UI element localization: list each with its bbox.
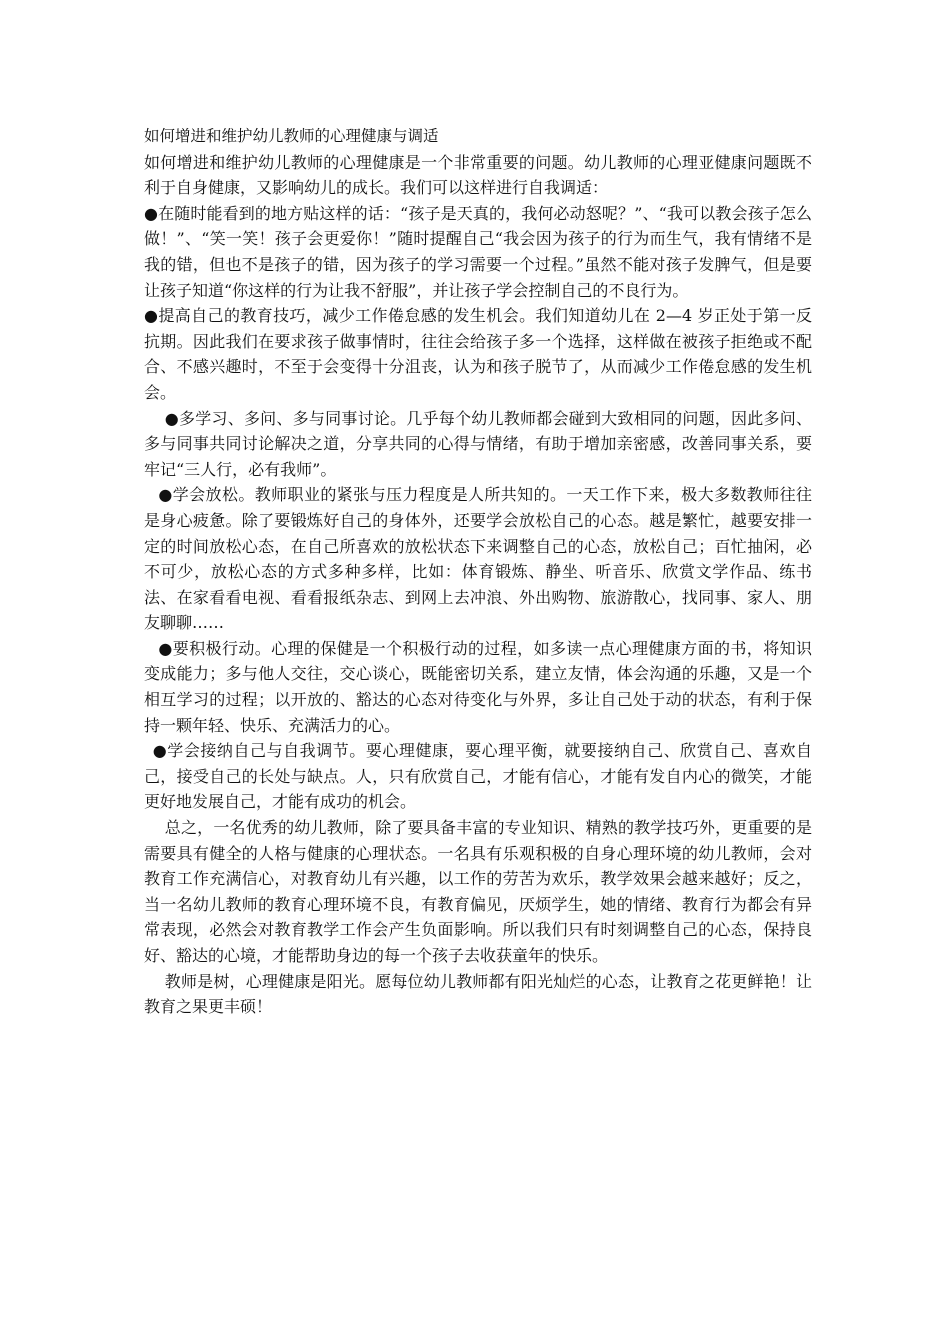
summary-paragraph: 总之，一名优秀的幼儿教师，除了要具备丰富的专业知识、精熟的教学技巧外，更重要的是需要具有健全的人格与健康的心理状态。一名具有乐观积极的自身心理环境的幼儿教师，会对教育工作充满信心，对教育幼儿有兴趣，以工作的劳苦为欢乐，教学效果会越来越好；反之，当一名幼儿教师的教育心理环境不良，有教育偏见，厌烦学生，她的情绪、教育行为都会有异常表现，必然会对教育教学工作会产生负面影响。所以我们只有时刻调整自己的心态，保持良好、豁达的心境，才能帮助身边的每一个孩子去收获童年的快乐。 (144, 818, 812, 965)
bullet-paragraph-learning: ●多学习、多问、多与同事讨论。几乎每个幼儿教师都会碰到大致相同的问题，因此多问、多与同事共同讨论解决之道，分享共同的心得与情绪，有助于增加亲密感，改善同事关系，要牢记“三人行，必有我师”。 (144, 408, 812, 479)
closing-paragraph: 教师是树，心理健康是阳光。愿每位幼儿教师都有阳光灿烂的心态，让教育之花更鲜艳！让教育之果更丰硕！ (144, 971, 812, 1017)
bullet-paragraph-relax: ●学会放松。教师职业的紧张与压力程度是人所共知的。一天工作下来，极大多数教师往往是身心疲惫。除了要锻炼好自己的身体外，还要学会放松自己的心态。越是繁忙，越要安排一定的时间放松心态，在自己所喜欢的放松状态下来调整自己的心态，放松自己；百忙抽闲，必不可少，放松心态的方式多种多样，比如：体育锻炼、静坐、听音乐、欣赏文学作品、练书法、在家看看电视、看看报纸杂志、到网上去冲浪、外出购物、旅游散心，找同事、家人、朋友聊聊…… (144, 485, 812, 633)
bullet-paragraph-reminders: ●在随时能看到的地方贴这样的话：“孩子是天真的，我何必动怒呢？”、“我可以教会孩子怎么做！”、“笑一笑！孩子会更爱你！”随时提醒自己“我会因为孩子的行为而生气，我有情绪不是我的错，但也不是孩子的错，因为孩子的学习需要一个过程。”虽然不能对孩子发脾气，但是要让孩子知道“你这样的行为让我不舒服”，并让孩子学会控制自己的不良行为。 (144, 203, 812, 300)
document-body (144, 124, 812, 1020)
bullet-paragraph-action: ●要积极行动。心理的保健是一个积极行动的过程，如多读一点心理健康方面的书，将知识变成能力；多与他人交往，交心谈心，既能密切关系，建立友情，体会沟通的乐趣，又是一个相互学习的过程；以开放的、豁达的心态对待变化与外界，多让自己处于动的状态，有利于保持一颗年轻、快乐、充满活力的心。 (144, 638, 812, 735)
document-title: 如何增进和维护幼儿教师的心理健康与调适 (144, 127, 439, 145)
intro-paragraph: 如何增进和维护幼儿教师的心理健康是一个非常重要的问题。幼儿教师的心理亚健康问题既不利于自身健康，又影响幼儿的成长。我们可以这样进行自我调适： (144, 152, 812, 198)
bullet-paragraph-skills: ●提高自己的教育技巧，减少工作倦怠感的发生机会。我们知道幼儿在 2—4 岁正处于第一反抗期。因此我们在要求孩子做事情时，往往会给孩子多一个选择，这样做在被孩子拒绝或不配合、不感兴趣时，不至于会变得十分沮丧，认为和孩子脱节了，从而减少工作倦怠感的发生机会。 (144, 306, 812, 402)
bullet-paragraph-acceptance: ●学会接纳自己与自我调节。要心理健康，要心理平衡，就要接纳自己、欣赏自己、喜欢自己，接受自己的长处与缺点。人，只有欣赏自己，才能有信心，才能有发自内心的微笑，才能更好地发展自己，才能有成功的机会。 (144, 741, 812, 812)
